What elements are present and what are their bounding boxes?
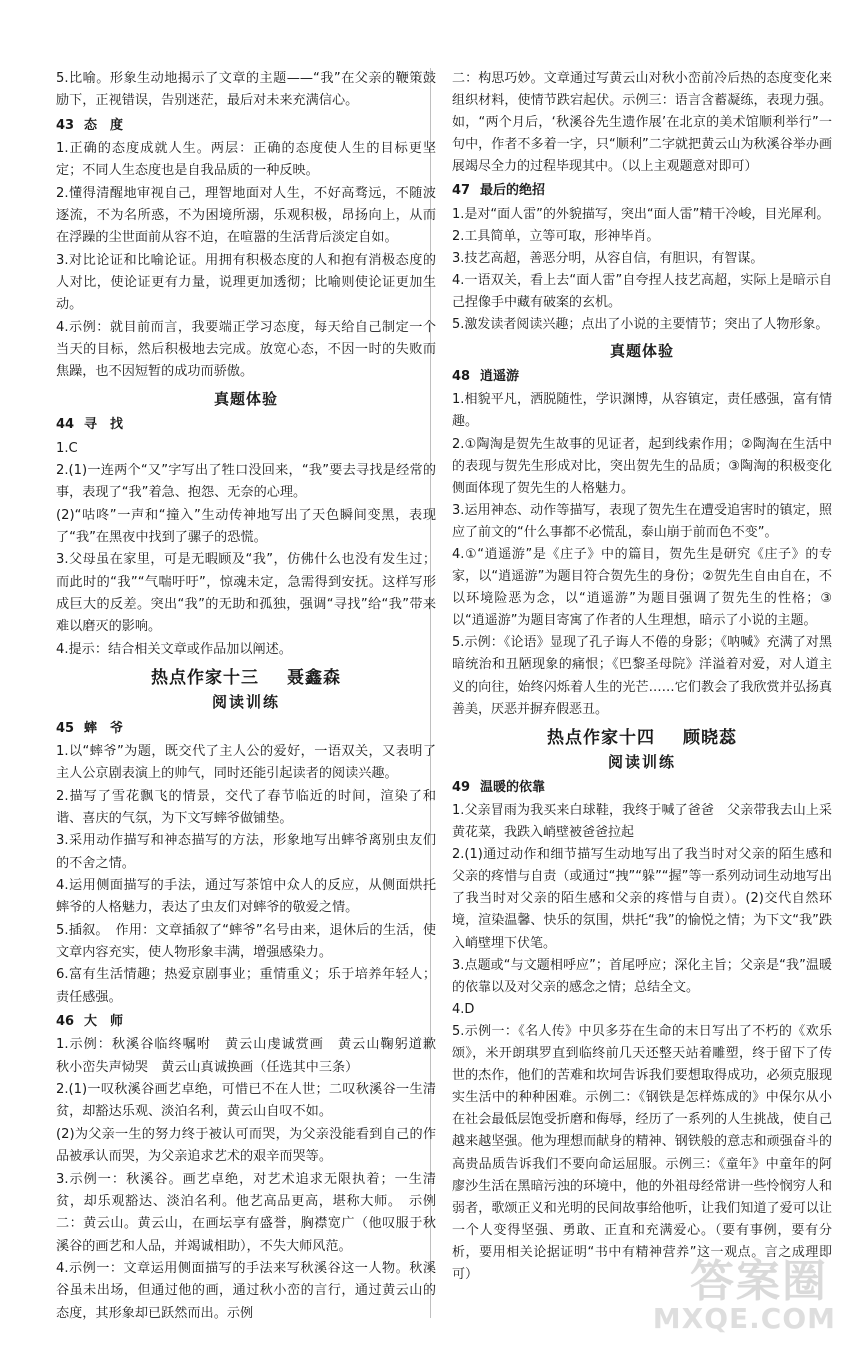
answer-item: 3.技艺高超，善恶分明，从容自信，有胆识，有智谋。: [452, 250, 764, 266]
section-heading-45: 45 蟀 爷: [56, 720, 124, 736]
answer-item: 4.一语双关，看上去“面人雷”自夸捏人技艺高超，实际上是暗示自己捏像手中藏有破案的玄机。: [452, 272, 832, 310]
watermark-logo-text: 答案圈: [690, 1256, 828, 1307]
section-heading-43: 43 态 度: [56, 117, 124, 133]
answer-item: 6.富有生活情趣；热爱京剧事业；重情重义；乐于培养年轻人；责任感强。: [56, 967, 436, 1005]
answer-item: 2.①陶淘是贺先生故事的见证者，起到线索作用；②陶淘在生活中的表现与贺先生形成对比，突出贺先生的品质；③陶淘的积极变化侧面体现了贺先生的人格魅力。: [452, 436, 832, 496]
answer-item: 3.示例一：秋溪谷。画艺卓绝，对艺术追求无限执着；一生清贫，却乐观豁达、淡泊名利。他艺高品更高，堪称大师。 示例二：黄云山。黄云山，在画坛享有盛誉，胸襟宽广（他叹服于秋溪谷的画艺和人品，并竭诚相助），不失大师风范。: [56, 1171, 436, 1254]
answer-item: 3.采用动作描写和神态描写的方法，形象地写出蟀爷离别虫友们的不舍之情。: [56, 833, 436, 871]
reading-practice-heading: 阅读训练: [211, 693, 280, 712]
answer-item: 3.点题或“与文题相呼应”；首尾呼应；深化主旨；父亲是“我”温暖的依靠以及对父亲的感念之情；总结全文。: [452, 957, 832, 995]
answer-item: 5.激发读者阅读兴趣；点出了小说的主要情节；突出了人物形象。: [452, 317, 829, 333]
real-exam-heading: 真题体验: [609, 342, 674, 361]
answer-item: 3.运用神态、动作等描写，表现了贺先生在遭受追害时的镇定，照应了前文的“什么事都不必慌乱，泰山崩于前而色不变”。: [452, 502, 832, 540]
answer-item: 1.父亲冒雨为我买来白球鞋，我终于喊了爸爸 父亲带我去山上采黄花菜，我跌入峭壁被爸爸拉起: [452, 803, 832, 841]
real-exam-heading: 真题体验: [213, 389, 278, 408]
section-heading-46: 46 大 师: [56, 1014, 124, 1030]
answer-item: 4.示例：就目前而言，我要端正学习态度，每天给自己制定一个当天的目标，然后积极地去完成。放宽心态，不因一时的失败而焦躁，也不因短暂的成功而骄傲。: [56, 319, 436, 380]
author-heading-13: 热点作家十三 聂鑫森: [151, 667, 341, 688]
answer-item: 4.D: [452, 1001, 475, 1017]
answer-item: 1.以“蟀爷”为题，既交代了主人公的爱好，一语双关，又表明了主人公京剧表演上的帅气，同时还能引起读者的阅读兴趣。: [56, 743, 436, 782]
answer-item: 2.(1)通过动作和细节描写生动地写出了我当时对父亲的陌生感和父亲的疼惜与自责（或通过“拽”“躲”“握”等一系列动词生动地写出了我当时对父亲的陌生感和父亲的疼惜与自责）。(2)交代自然环境，渲染温馨、快乐的氛围，烘托“我”的愉悦之情；为下文“我”跌入峭壁埋下伏笔。: [452, 847, 832, 951]
answer-item: 3.对比论证和比喻论证。用拥有积极态度的人和抱有消极态度的人对比，使论证更有力量，说理更加透彻；比喻则使论证更加生动。: [56, 252, 436, 313]
section-heading-44: 44 寻 找: [56, 417, 124, 433]
answer-item: 2.懂得清醒地审视自己，理智地面对人生，不好高骛远，不随波逐流，不为名所惑，不为困境所溺，乐观积极，昂扬向上，从而在浮躁的尘世面前从容不迫，在喧嚣的生活背后淡定自如。: [56, 185, 436, 246]
answer-item: 3.父母虽在家里，可是无暇顾及“我”，仿佛什么也没有发生过；而此时的“我”“气喘吁吁”，惊魂未定，急需得到安抚。这样写形成巨大的反差。突出“我”的无助和孤独，强调“寻找”给“我”带来难以磨灭的影响。: [56, 552, 436, 635]
answer-item: 1.C: [56, 440, 78, 456]
answer-item: 1.相貌平凡，洒脱随性，学识渊博，从容镇定，责任感强，富有情趣。: [452, 392, 832, 430]
answer-item: 2.(1)一连两个“又”字写出了牲口没回来，“我”要去寻找是经常的事，表现了“我”着急、抱怨、无奈的心理。: [56, 462, 436, 501]
answer-item: 5.比喻。形象生动地揭示了文章的主题——“我”在父亲的鞭策鼓励下，正视错误，告别迷茫，最后对未来充满信心。: [56, 71, 436, 109]
site-watermark: [646, 1245, 836, 1335]
reading-practice-heading: 阅读训练: [607, 752, 676, 771]
section-heading-48: 48 逍遥游: [452, 369, 520, 385]
answer-item: 1.示例：秋溪谷临终嘱咐 黄云山虔诚赏画 黄云山鞠躬道歉 秋小峦失声恸哭 黄云山真诚换画（任选其中三条）: [56, 1037, 450, 1075]
answer-item: (2)“咕咚”一声和“撞入”生动传神地写出了天色瞬间变黑，表现了“我”在黑夜中找到了骡子的恐慌。: [56, 507, 436, 545]
section-heading-47: 47 最后的绝招: [452, 183, 546, 199]
answer-item: 二：构思巧妙。文章通过写黄云山对秋小峦前冷后热的态度变化来组织材料，使情节跌宕起伏。示例三：语言含蓄凝练，表现力强。如，“两个月后，‘秋溪谷先生遗作展’在北京的美术馆顺利举行”一句中，作者不多着一字，只“顺利”二字就把黄云山为秋溪谷举办画展竭尽全力的过程毕现其中。（以上主观题意对即可）: [452, 71, 832, 175]
answer-item: 4.①“逍遥游”是《庄子》中的篇目，贺先生是研究《庄子》的专家，以“逍遥游”为题目符合贺先生的身份；②贺先生自由自在，不以环境险恶为念，以“逍遥游”为题目强调了贺先生的性格；③以“逍遥游”为题目寄寓了作者的人生理想，暗示了小说的主题。: [452, 546, 832, 629]
left-column: [56, 68, 450, 1325]
answer-item: 2.(1)一叹秋溪谷画艺卓绝，可惜已不在人世；二叹秋溪谷一生清贫，却豁达乐观、淡泊名利，黄云山自叹不如。: [56, 1082, 436, 1120]
answer-item: 1.正确的态度成就人生。两层：正确的态度使人生的目标更坚定；不同人生态度也是自我品质的一种反映。: [56, 141, 436, 179]
answer-item: 4.示例一：文章运用侧面描写的手法来写秋溪谷这一人物。秋溪谷虽未出场，但通过他的画，通过秋小峦的言行，通过黄云山的态度，其形象却已跃然而出。示例: [56, 1260, 436, 1321]
answer-item: 2.描写了雪花飘飞的情景，交代了春节临近的时间，渲染了和谐、喜庆的气氛，为下文写蟀爷做铺垫。: [56, 788, 436, 826]
watermark-url: MXQE.COM: [652, 1302, 836, 1335]
answer-item: 5.插叙。 作用：文章插叙了“蟀爷”名号由来，退休后的生活，使文章内容充实，使人物形象丰满，增强感染力。: [56, 922, 436, 961]
section-heading-49: 49 温暖的依靠: [452, 779, 546, 795]
answer-item: 1.是对“面人雷”的外貌描写，突出“面人雷”精干冷峻，目光犀利。: [452, 206, 830, 222]
answer-item: 4.提示：结合相关文章或作品加以阐述。: [56, 641, 292, 657]
answer-item: 2.工具简单，立等可取，形神毕肖。: [452, 228, 660, 244]
answer-item: 5.示例：《论语》显现了孔子诲人不倦的身影；《呐喊》充满了对黑暗统治和丑陋现象的痛恨；《巴黎圣母院》洋溢着对爱，对人道主义的向往，始终闪烁着人生的光芒……它们教会了我欣赏并弘扬真善美，厌恶并摒弃假恶丑。: [452, 635, 832, 717]
answer-item: 4.运用侧面描写的手法，通过写茶馆中众人的反应，从侧面烘托蟀爷的人格魅力，表达了虫友们对蟀爷的敬爱之情。: [56, 878, 436, 916]
answer-item: (2)为父亲一生的努力终于被认可而哭，为父亲没能看到自己的作品被承认而哭，为父亲追求艺术的艰辛而哭等。: [56, 1126, 436, 1165]
right-column: [452, 68, 832, 1286]
author-heading-14: 热点作家十四 顾晓蕊: [547, 727, 737, 748]
answer-item: 5.示例一：《名人传》中贝多芬在生命的末日写出了不朽的《欢乐颂》，米开朗琪罗直到临终前几天还整天站着雕塑，终于留下了传世的杰作，他们的苦难和坎坷告诉我们要想取得成功，必须克服现实生活中的种种困难。示例二：《钢铁是怎样炼成的》中保尔从小在社会最低层饱受折磨和侮辱，经历了一系列的人生挑战，使自己越来越坚强。他为理想而献身的精神、钢铁般的意志和顽强奋斗的高贵品质告诉我们不要向命运屈服。示例三：《童年》中童年的阿廖沙生活在黑暗污浊的环境中，他的外祖母经常讲一些怜悯穷人和弱者，歌颂正义和光明的民间故事给他听，让我们知道了爱可以让一个人变得坚强、勇敢、正直和充满爱心。（要有事例，要有分析，要用相关论据证明“书中有精神营养”这一观点。言之成理即可）: [452, 1023, 832, 1282]
